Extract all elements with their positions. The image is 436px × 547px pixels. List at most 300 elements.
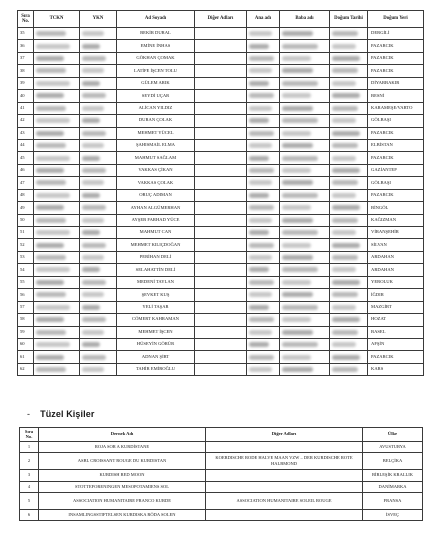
redacted-cell — [80, 102, 117, 114]
redaction-mark — [332, 31, 358, 36]
person-name: TAHİR EMİROĞLU — [117, 363, 195, 375]
redacted-cell — [34, 351, 80, 363]
redaction-mark — [36, 156, 70, 161]
redaction-mark — [82, 218, 104, 223]
person-name: DURAN ÇOLAK — [117, 115, 195, 127]
row-number: 51 — [18, 227, 34, 239]
redacted-cell — [330, 326, 368, 338]
other-names-cell — [195, 52, 247, 64]
person-name: AYHAN ALGÜMERHAN — [117, 202, 195, 214]
redacted-cell — [330, 264, 368, 276]
row-number: 37 — [18, 52, 34, 64]
redaction-mark — [36, 131, 64, 136]
redaction-mark — [282, 267, 318, 272]
redacted-cell — [330, 65, 368, 77]
redacted-cell — [80, 227, 117, 239]
redaction-mark — [36, 280, 64, 285]
person-name: SELAHATTİN DELİ — [117, 264, 195, 276]
row-number: 61 — [18, 351, 34, 363]
redaction-mark — [282, 131, 311, 136]
redaction-mark — [36, 31, 66, 36]
redaction-mark — [82, 230, 100, 235]
other-names-cell — [195, 164, 247, 176]
redaction-mark — [282, 81, 318, 86]
organizations-table-header — [20, 428, 423, 442]
redacted-cell — [280, 164, 330, 176]
redaction-mark — [36, 267, 70, 272]
redacted-cell — [280, 202, 330, 214]
redaction-mark — [332, 156, 356, 161]
persons-table-header — [18, 11, 424, 28]
redaction-mark — [82, 131, 106, 136]
other-names-cell — [195, 239, 247, 251]
redacted-cell — [80, 65, 117, 77]
other-names-cell — [195, 338, 247, 350]
row-number: 54 — [18, 264, 34, 276]
birth-place: SİLVAN — [368, 239, 424, 251]
column-header: TCKN — [34, 11, 80, 28]
redacted-cell — [80, 189, 117, 201]
redacted-cell — [80, 276, 117, 288]
row-number: 56 — [18, 289, 34, 301]
redacted-cell — [80, 214, 117, 226]
column-header: Ad Soyadı — [117, 11, 195, 28]
redacted-cell — [280, 338, 330, 350]
redaction-mark — [282, 168, 311, 173]
other-names-cell — [195, 214, 247, 226]
row-number: 60 — [18, 338, 34, 350]
redaction-mark — [332, 317, 360, 322]
redaction-mark — [82, 355, 106, 360]
birth-place: PAZARCIK — [368, 65, 424, 77]
redacted-cell — [34, 115, 80, 127]
redacted-cell — [247, 77, 280, 89]
other-names-cell — [195, 351, 247, 363]
redacted-cell — [247, 177, 280, 189]
row-number: 44 — [18, 139, 34, 151]
redacted-cell — [330, 289, 368, 301]
redacted-cell — [280, 28, 330, 40]
organization-name: ASSOCIATION HUMANITAIRE FRANCO KURDE — [39, 493, 206, 510]
birth-place: VİRANŞEHİR — [368, 227, 424, 239]
redaction-mark — [82, 280, 106, 285]
row-number: 5 — [20, 493, 39, 510]
person-name: PERİHAN DELİ — [117, 251, 195, 263]
organization-country: DANİMARKA — [363, 482, 423, 493]
redacted-cell — [247, 239, 280, 251]
redaction-mark — [82, 93, 106, 98]
birth-place: GAZİANTEP — [368, 164, 424, 176]
redaction-mark — [282, 280, 311, 285]
redaction-mark — [82, 44, 100, 49]
redaction-mark — [282, 367, 313, 372]
table-row — [18, 289, 424, 301]
redaction-mark — [332, 292, 358, 297]
redacted-cell — [34, 363, 80, 375]
redacted-cell — [330, 202, 368, 214]
column-header: Ana adı — [247, 11, 280, 28]
redacted-cell — [280, 139, 330, 151]
redaction-mark — [36, 168, 64, 173]
redaction-mark — [282, 292, 313, 297]
redaction-mark — [249, 292, 272, 297]
redacted-cell — [80, 90, 117, 102]
redaction-mark — [282, 205, 311, 210]
row-number: 4 — [20, 482, 39, 493]
person-name: AYŞEB FARHAD YÜCE — [117, 214, 195, 226]
redacted-cell — [247, 251, 280, 263]
redacted-cell — [34, 127, 80, 139]
redaction-mark — [282, 243, 311, 248]
redaction-mark — [36, 218, 66, 223]
redaction-mark — [332, 367, 358, 372]
row-number: 49 — [18, 202, 34, 214]
redaction-mark — [36, 193, 70, 198]
redacted-cell — [34, 189, 80, 201]
other-names-cell — [195, 251, 247, 263]
birth-place: KARAMEŞE/VARTO — [368, 102, 424, 114]
table-row — [18, 351, 424, 363]
redaction-mark — [282, 255, 313, 260]
redacted-cell — [80, 40, 117, 52]
redaction-mark — [282, 317, 311, 322]
person-name: MAHMUT CAN — [117, 227, 195, 239]
redacted-cell — [280, 90, 330, 102]
other-names-cell — [195, 301, 247, 313]
redaction-mark — [82, 156, 100, 161]
organizations-table-body — [20, 442, 423, 521]
organizations-table — [19, 427, 423, 521]
organization-other-names: ASSOCIATION HUMANITAIRE SOLEIL ROUGE — [206, 493, 363, 510]
redacted-cell — [34, 40, 80, 52]
birth-place: HOZAT — [368, 314, 424, 326]
redacted-cell — [330, 338, 368, 350]
redaction-mark — [332, 267, 356, 272]
redacted-cell — [80, 239, 117, 251]
redacted-cell — [330, 40, 368, 52]
table-row — [18, 152, 424, 164]
redaction-mark — [332, 93, 360, 98]
redaction-mark — [82, 243, 106, 248]
birth-place: ELBİSTAN — [368, 139, 424, 151]
table-row — [20, 493, 423, 510]
redacted-cell — [34, 28, 80, 40]
redaction-mark — [249, 156, 269, 161]
other-names-cell — [195, 40, 247, 52]
redacted-cell — [80, 314, 117, 326]
redacted-cell — [80, 152, 117, 164]
row-number: 47 — [18, 177, 34, 189]
row-number: 62 — [18, 363, 34, 375]
table-row — [18, 52, 424, 64]
organization-name: ROJA SOR A KURDİSTANE — [39, 442, 206, 453]
other-names-cell — [195, 326, 247, 338]
redacted-cell — [280, 276, 330, 288]
birth-place: BİNGÖL — [368, 202, 424, 214]
organization-name: KURDISH RED MOON — [39, 470, 206, 482]
other-names-cell — [195, 289, 247, 301]
redaction-mark — [332, 355, 360, 360]
redaction-mark — [36, 81, 70, 86]
redaction-mark — [249, 267, 269, 272]
person-name: MEHMET YÜCEL — [117, 127, 195, 139]
redaction-mark — [282, 118, 318, 123]
redacted-cell — [247, 289, 280, 301]
redaction-mark — [249, 205, 274, 210]
redacted-cell — [247, 90, 280, 102]
birth-place: GÖLBAŞI — [368, 177, 424, 189]
redacted-cell — [247, 65, 280, 77]
redaction-mark — [249, 81, 269, 86]
redacted-cell — [80, 251, 117, 263]
redaction-mark — [82, 31, 104, 36]
row-number: 50 — [18, 214, 34, 226]
redacted-cell — [330, 214, 368, 226]
redacted-cell — [80, 264, 117, 276]
row-number: 1 — [20, 442, 39, 453]
redacted-cell — [34, 276, 80, 288]
redaction-mark — [249, 255, 272, 260]
row-number: 48 — [18, 189, 34, 201]
redaction-mark — [82, 267, 100, 272]
table-row — [20, 482, 423, 493]
redacted-cell — [330, 139, 368, 151]
redaction-mark — [282, 106, 313, 111]
redacted-cell — [80, 363, 117, 375]
row-number: 55 — [18, 276, 34, 288]
redaction-mark — [332, 44, 356, 49]
redaction-mark — [282, 68, 313, 73]
redacted-cell — [247, 115, 280, 127]
organization-other-names — [206, 482, 363, 493]
organization-other-names — [206, 442, 363, 453]
redaction-mark — [249, 180, 272, 185]
column-header: Baba adı — [280, 11, 330, 28]
redacted-cell — [330, 164, 368, 176]
redacted-cell — [34, 227, 80, 239]
redacted-cell — [34, 164, 80, 176]
other-names-cell — [195, 115, 247, 127]
person-name: VAKKAS ÇOLAK — [117, 177, 195, 189]
person-name: ORUÇ ADIMAN — [117, 189, 195, 201]
birth-place: BASEL — [368, 326, 424, 338]
person-name: MEHMET KILIÇDOĞAN — [117, 239, 195, 251]
other-names-cell — [195, 177, 247, 189]
birth-place: KAĞIZMAN — [368, 214, 424, 226]
redaction-mark — [249, 31, 272, 36]
birth-place: ARDAHAN — [368, 264, 424, 276]
table-row — [18, 139, 424, 151]
row-number: 42 — [18, 115, 34, 127]
redacted-cell — [34, 251, 80, 263]
redaction-mark — [332, 342, 356, 347]
redacted-cell — [330, 77, 368, 89]
redacted-cell — [80, 301, 117, 313]
person-name: LATİFE İŞCEN TOLU — [117, 65, 195, 77]
redacted-cell — [280, 264, 330, 276]
organization-name: ASBL CROISSANT ROUGE DU KURDISTAN — [39, 453, 206, 470]
redaction-mark — [36, 255, 66, 260]
organization-country: BİRLEŞİK KRALLIK — [363, 470, 423, 482]
person-name: SEYDİ UÇAR — [117, 90, 195, 102]
redaction-mark — [249, 168, 274, 173]
redacted-cell — [330, 115, 368, 127]
redaction-mark — [332, 205, 360, 210]
row-number: 3 — [20, 470, 39, 482]
row-number: 40 — [18, 90, 34, 102]
table-row — [20, 470, 423, 482]
birth-place: BESNİ — [368, 90, 424, 102]
row-number: 59 — [18, 326, 34, 338]
redaction-mark — [82, 81, 100, 86]
redacted-cell — [280, 227, 330, 239]
birth-place: KARS — [368, 363, 424, 375]
redacted-cell — [34, 202, 80, 214]
table-row — [18, 214, 424, 226]
redacted-cell — [280, 326, 330, 338]
column-header: Doğum Yeri — [368, 11, 424, 28]
redaction-mark — [249, 131, 274, 136]
other-names-cell — [195, 264, 247, 276]
redaction-mark — [282, 156, 318, 161]
redacted-cell — [280, 301, 330, 313]
other-names-cell — [195, 202, 247, 214]
redaction-mark — [282, 180, 313, 185]
redaction-mark — [36, 180, 66, 185]
row-number: 53 — [18, 251, 34, 263]
redacted-cell — [330, 102, 368, 114]
person-name: ADNAN ŞİRT — [117, 351, 195, 363]
person-name: ŞAHISMAİL ELMA — [117, 139, 195, 151]
redacted-cell — [280, 115, 330, 127]
redaction-mark — [36, 44, 70, 49]
redaction-mark — [36, 93, 64, 98]
redaction-mark — [82, 305, 100, 310]
table-row — [18, 65, 424, 77]
redacted-cell — [280, 127, 330, 139]
redacted-cell — [330, 189, 368, 201]
redaction-mark — [36, 56, 64, 61]
redaction-mark — [332, 131, 360, 136]
redaction-mark — [282, 193, 318, 198]
redaction-mark — [332, 230, 356, 235]
section-title: Tüzel Kişiler — [40, 409, 95, 419]
redacted-cell — [280, 189, 330, 201]
redacted-cell — [280, 314, 330, 326]
other-names-cell — [195, 227, 247, 239]
redaction-mark — [282, 56, 311, 61]
redacted-cell — [34, 326, 80, 338]
redaction-mark — [249, 118, 269, 123]
redacted-cell — [330, 177, 368, 189]
redaction-mark — [282, 44, 318, 49]
other-names-cell — [195, 77, 247, 89]
redaction-mark — [332, 106, 358, 111]
redaction-mark — [36, 243, 64, 248]
redaction-mark — [36, 305, 70, 310]
redaction-mark — [332, 56, 360, 61]
redacted-cell — [34, 338, 80, 350]
birth-place: PAZARCIK — [368, 52, 424, 64]
column-header: Dernek Adı — [39, 428, 206, 442]
table-row — [18, 90, 424, 102]
table-row — [20, 453, 423, 470]
redaction-mark — [36, 330, 66, 335]
redaction-mark — [36, 355, 64, 360]
table-row — [18, 40, 424, 52]
redaction-mark — [36, 143, 66, 148]
table-row — [18, 202, 424, 214]
column-header: Ülke — [363, 428, 423, 442]
person-name: YELİ TAŞAR — [117, 301, 195, 313]
table-row — [20, 510, 423, 521]
birth-place: PAZARCIK — [368, 127, 424, 139]
redacted-cell — [330, 28, 368, 40]
table-row — [18, 301, 424, 313]
redacted-cell — [330, 90, 368, 102]
row-number: 38 — [18, 65, 34, 77]
organization-other-names — [206, 510, 363, 521]
redaction-mark — [82, 292, 104, 297]
birth-place: PAZARCIK — [368, 351, 424, 363]
redacted-cell — [34, 77, 80, 89]
redaction-mark — [82, 342, 100, 347]
redaction-mark — [82, 255, 104, 260]
person-name: MAHMUT SAĞLAM — [117, 152, 195, 164]
redaction-mark — [249, 56, 274, 61]
redacted-cell — [34, 90, 80, 102]
redaction-mark — [249, 330, 272, 335]
redaction-mark — [332, 143, 358, 148]
redaction-mark — [82, 317, 106, 322]
redaction-mark — [282, 305, 318, 310]
redacted-cell — [247, 28, 280, 40]
redacted-cell — [34, 289, 80, 301]
person-name: VAKKAS ÇİKAN — [117, 164, 195, 176]
redacted-cell — [80, 139, 117, 151]
redaction-mark — [282, 230, 318, 235]
birth-place: GÖLBAŞI — [368, 115, 424, 127]
table-row — [18, 189, 424, 201]
row-number: 35 — [18, 28, 34, 40]
row-number: 36 — [18, 40, 34, 52]
organization-other-names: KOERDISCHE RODE HALVE MAAN VZW – DER KURDISCHE ROTE HALBMOND — [206, 453, 363, 470]
column-header: Sıra No. — [18, 11, 34, 28]
organization-name: STOTTEFORENINGEN MESOPOTAMIENS SOL — [39, 482, 206, 493]
person-name: BEKİR DURAL — [117, 28, 195, 40]
birth-place: PAZARCIK — [368, 152, 424, 164]
redacted-cell — [247, 152, 280, 164]
redaction-mark — [332, 305, 356, 310]
row-number: 46 — [18, 164, 34, 176]
redacted-cell — [80, 28, 117, 40]
table-row — [18, 115, 424, 127]
redacted-cell — [280, 289, 330, 301]
redaction-mark — [36, 342, 70, 347]
redaction-mark — [332, 68, 358, 73]
redacted-cell — [247, 202, 280, 214]
redaction-mark — [249, 143, 272, 148]
birth-place: İĞDIR — [368, 289, 424, 301]
redacted-cell — [247, 189, 280, 201]
row-number: 52 — [18, 239, 34, 251]
redaction-mark — [332, 180, 358, 185]
birth-place: PAZARCIK — [368, 189, 424, 201]
redaction-mark — [332, 118, 356, 123]
redacted-cell — [330, 152, 368, 164]
redaction-mark — [36, 230, 70, 235]
redaction-mark — [332, 81, 356, 86]
